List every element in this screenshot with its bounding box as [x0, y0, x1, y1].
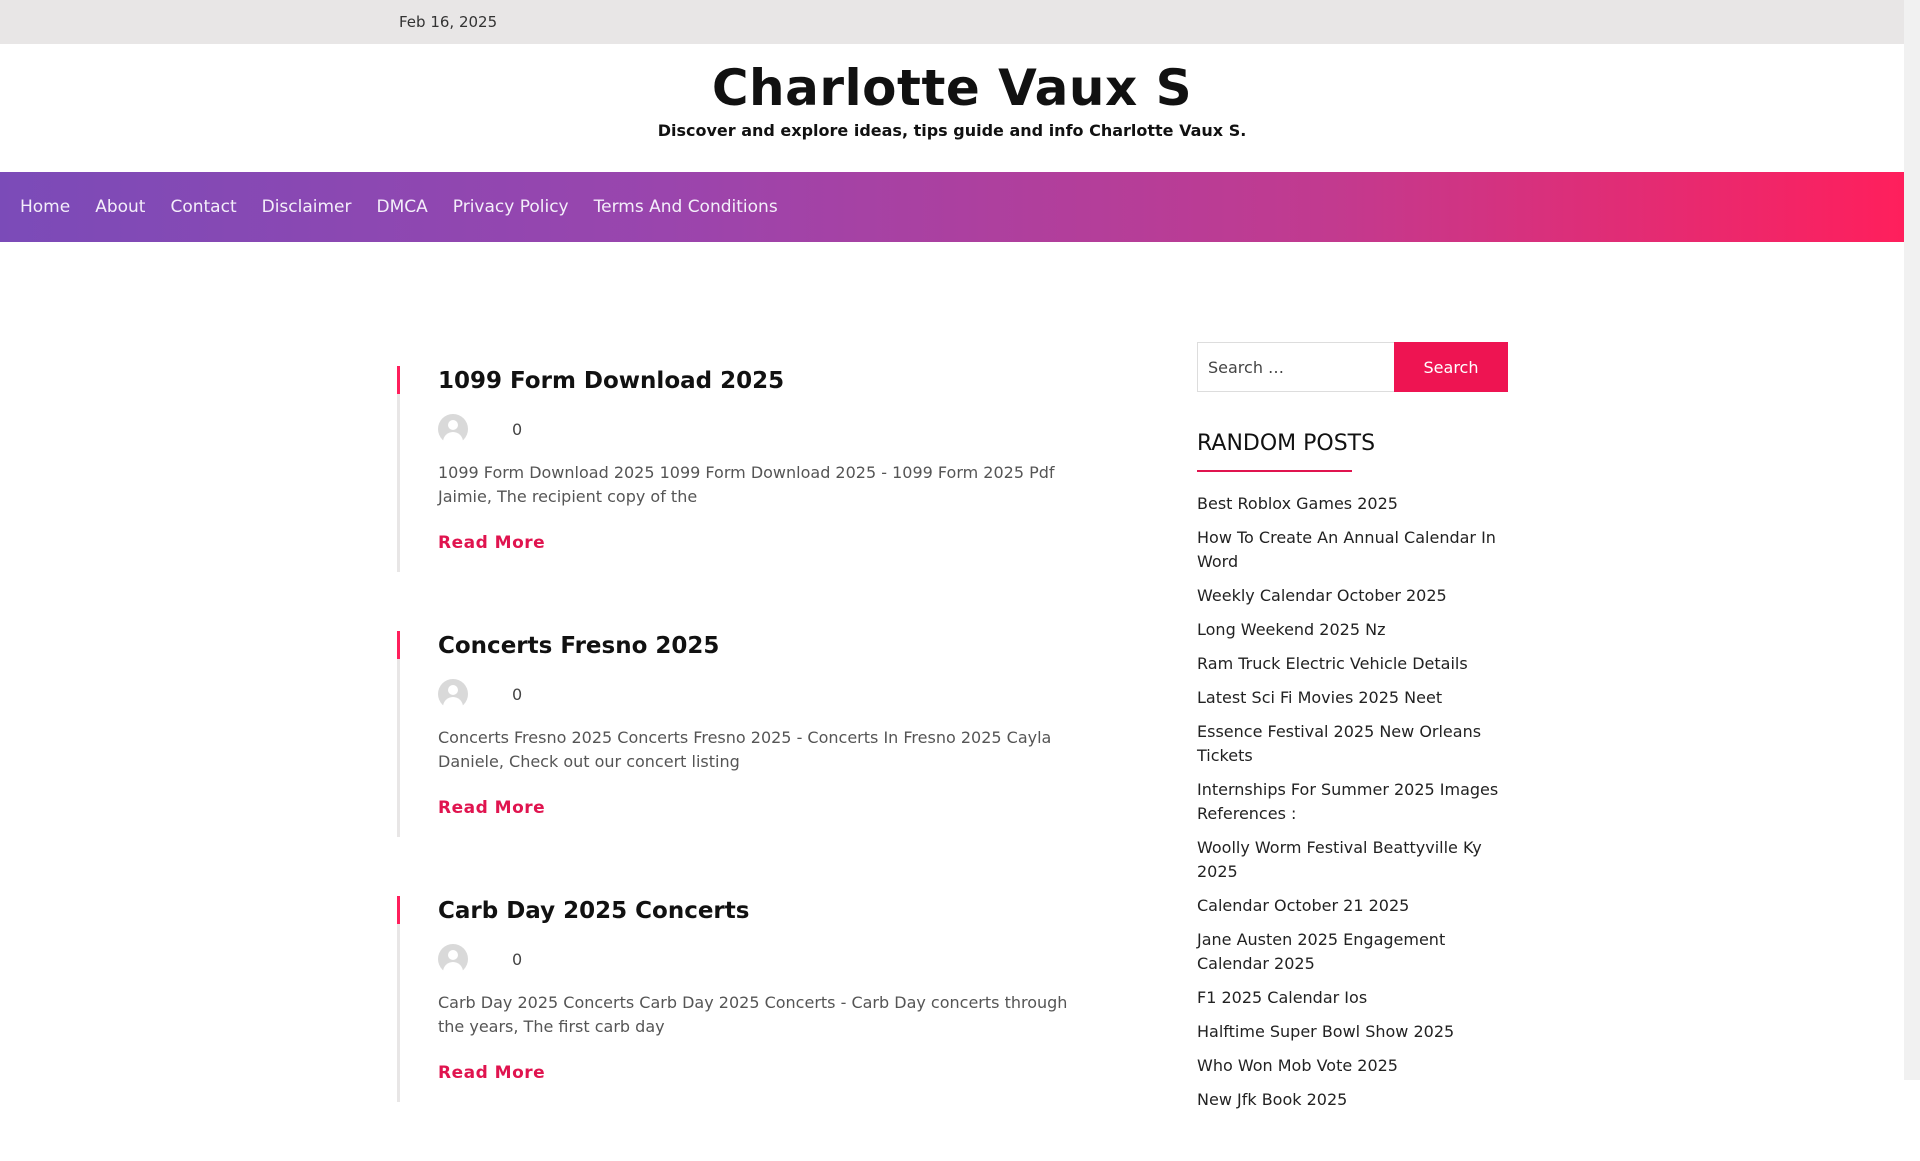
- random-post-link[interactable]: F1 2025 Calendar Ios: [1197, 988, 1368, 1007]
- search-form: [1197, 342, 1508, 392]
- site-branding: [0, 44, 1904, 172]
- post-meta: [438, 678, 1077, 710]
- post-excerpt: Carb Day 2025 Concerts Carb Day 2025 Concerts - Carb Day concerts through the years, The first carb day: [438, 993, 1068, 1036]
- top-bar: [0, 0, 1904, 44]
- post-title[interactable]: Carb Day 2025 Concerts: [438, 898, 750, 924]
- comment-count[interactable]: 0: [512, 949, 523, 969]
- comment-count[interactable]: 0: [512, 419, 523, 439]
- random-posts-title: RANDOM POSTS: [1197, 431, 1376, 456]
- search-input[interactable]: [1197, 342, 1394, 392]
- post-accent-bar: [397, 366, 400, 394]
- nav-item-contact[interactable]: Contact: [170, 197, 237, 217]
- nav-item-privacy-policy[interactable]: Privacy Policy: [452, 197, 569, 217]
- random-posts-list: [1197, 492, 1508, 1112]
- avatar-body: [443, 697, 463, 711]
- random-post-link[interactable]: Best Roblox Games 2025: [1197, 494, 1398, 513]
- current-date: Feb 16, 2025: [399, 13, 498, 31]
- author-avatar-icon[interactable]: [438, 944, 468, 974]
- random-post-link[interactable]: Ram Truck Electric Vehicle Details: [1197, 654, 1468, 673]
- read-more-link[interactable]: Read More: [438, 798, 546, 818]
- random-post-link[interactable]: Long Weekend 2025 Nz: [1197, 620, 1386, 639]
- random-post-link[interactable]: Weekly Calendar October 2025: [1197, 586, 1447, 605]
- avatar-head: [448, 950, 458, 960]
- random-post-link[interactable]: New Jfk Book 2025: [1197, 1090, 1348, 1109]
- comment-count[interactable]: 0: [512, 684, 523, 704]
- author-avatar-icon[interactable]: [438, 679, 468, 709]
- post-title[interactable]: Concerts Fresno 2025: [438, 633, 720, 659]
- author-avatar-icon[interactable]: [438, 414, 468, 444]
- post-card: [397, 896, 1077, 1102]
- post-title[interactable]: 1099 Form Download 2025: [438, 368, 785, 394]
- site-tagline: Discover and explore ideas, tips guide and info Charlotte Vaux S.: [657, 121, 1247, 140]
- random-post-link[interactable]: Latest Sci Fi Movies 2025 Neet: [1197, 688, 1443, 707]
- read-more-link[interactable]: Read More: [438, 1063, 546, 1083]
- site-title[interactable]: Charlotte Vaux S: [711, 59, 1193, 117]
- avatar-body: [443, 962, 463, 976]
- post-excerpt: Concerts Fresno 2025 Concerts Fresno 2025 - Concerts In Fresno 2025 Cayla Daniele, Check out our concert listing: [438, 728, 1052, 771]
- random-post-link[interactable]: How To Create An Annual Calendar In Word: [1197, 528, 1496, 571]
- nav-item-about[interactable]: About: [95, 197, 146, 217]
- random-post-link[interactable]: Internships For Summer 2025 Images References :: [1197, 780, 1499, 823]
- widget-title-underline: [1197, 470, 1352, 472]
- nav-menu: [10, 172, 793, 242]
- post-accent-bar: [397, 896, 400, 924]
- vertical-scrollbar[interactable]: [1904, 0, 1920, 1080]
- post-list: [397, 366, 1077, 1161]
- avatar-head: [448, 685, 458, 695]
- nav-item-home[interactable]: Home: [20, 197, 71, 217]
- read-more-link[interactable]: Read More: [438, 533, 546, 553]
- avatar-head: [448, 420, 458, 430]
- nav-item-dmca[interactable]: DMCA: [376, 197, 428, 217]
- random-post-link[interactable]: Jane Austen 2025 Engagement Calendar 2025: [1197, 930, 1446, 973]
- nav-item-terms[interactable]: Terms And Conditions: [593, 197, 778, 217]
- post-card: [397, 366, 1077, 572]
- post-card: [397, 631, 1077, 837]
- random-post-link[interactable]: Calendar October 21 2025: [1197, 896, 1410, 915]
- post-excerpt: 1099 Form Download 2025 1099 Form Download 2025 - 1099 Form 2025 Pdf Jaimie, The recipient copy of the: [438, 463, 1055, 506]
- scrollbar-thumb[interactable]: [1908, 0, 1916, 1080]
- sidebar: [1197, 342, 1508, 1122]
- avatar-body: [443, 432, 463, 446]
- random-post-link[interactable]: Who Won Mob Vote 2025: [1197, 1056, 1398, 1075]
- main-navigation: [0, 172, 1904, 242]
- random-post-link[interactable]: Halftime Super Bowl Show 2025: [1197, 1022, 1455, 1041]
- random-post-link[interactable]: Essence Festival 2025 New Orleans Tickets: [1197, 722, 1482, 765]
- nav-item-disclaimer[interactable]: Disclaimer: [261, 197, 352, 217]
- post-meta: [438, 413, 1077, 445]
- search-button[interactable]: Search: [1394, 342, 1508, 392]
- post-meta: [438, 943, 1077, 975]
- post-accent-bar: [397, 631, 400, 659]
- random-post-link[interactable]: Woolly Worm Festival Beattyville Ky 2025: [1197, 838, 1482, 881]
